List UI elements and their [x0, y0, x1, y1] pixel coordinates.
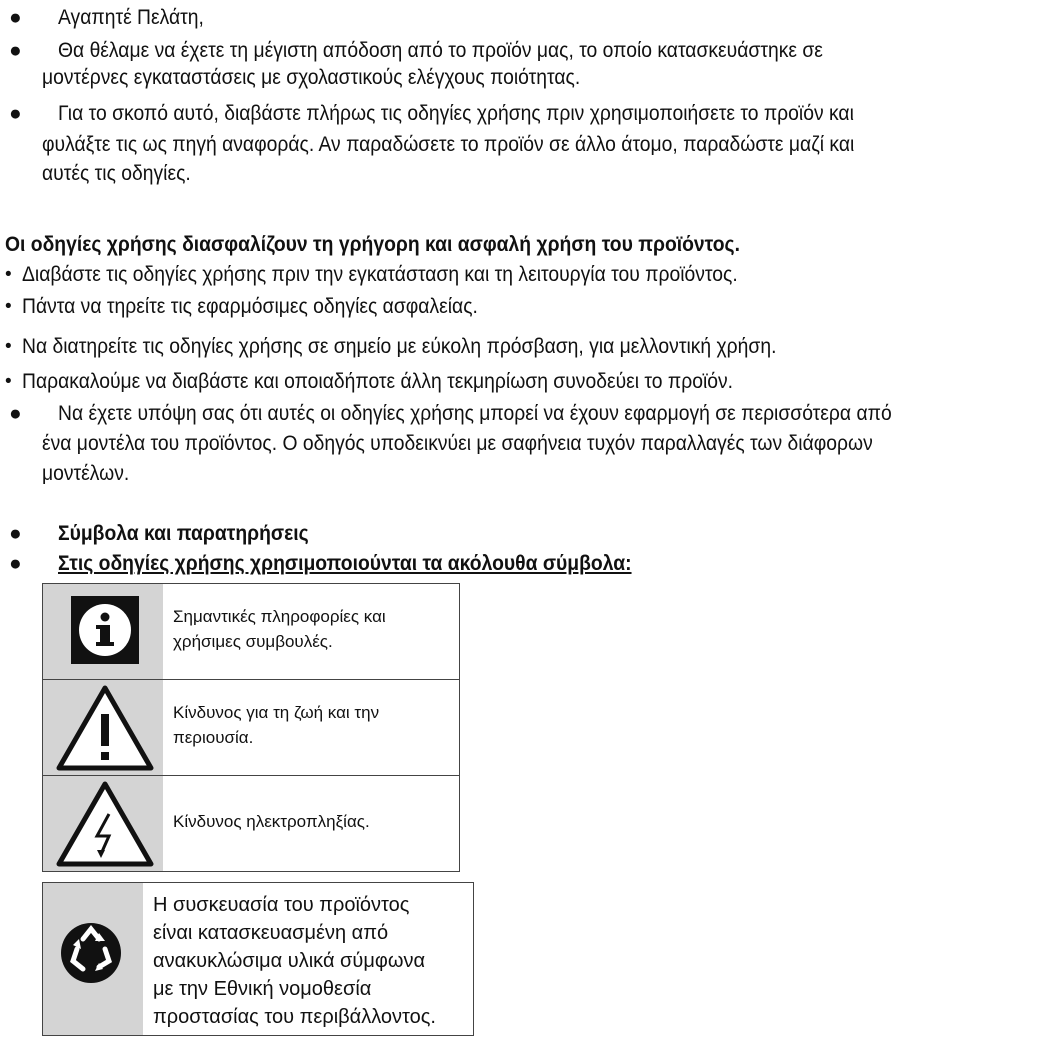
symbol-text-line: περιουσία.	[173, 728, 254, 747]
symbol-text-line: Κίνδυνος ηλεκτροπληξίας.	[173, 812, 370, 831]
symbols-title: Σύμβολα και παρατηρήσεις	[58, 522, 309, 545]
symbol-row-info	[43, 584, 459, 680]
intro-paragraph-2-line-2: φυλάξτε τις ως πηγή αναφοράς. Αν παραδώσετε το προϊόν σε άλλο άτομο, παραδώστε μαζί και	[42, 133, 855, 156]
symbols-table	[42, 583, 460, 872]
bullet: •	[5, 371, 12, 392]
symbol-description	[173, 700, 443, 750]
section-heading: Οι οδηγίες χρήσης διασφαλίζουν τη γρήγορη και ασφαλή χρήση του προϊόντος.	[5, 233, 740, 256]
recycle-text-line: είναι κατασκευασμένη από	[153, 922, 389, 944]
symbol-text-line: Σημαντικές πληροφορίες και	[173, 607, 386, 626]
recycle-text-line: Η συσκευασία του προϊόντος	[153, 894, 410, 916]
bullet: •	[5, 264, 12, 285]
bullet: ●	[9, 102, 22, 125]
warning-icon	[43, 680, 163, 775]
intro-paragraph-1-line-2: μοντέρνες εγκαταστάσεις με σχολαστικούς ελέγχους ποιότητας.	[42, 66, 581, 89]
intro-paragraph-2-line-3: αυτές τις οδηγίες.	[42, 162, 191, 185]
intro-paragraph-1-line-1: Θα θέλαμε να έχετε τη μέγιστη απόδοση από το προϊόν μας, το οποίο κατασκευάστηκε σε	[58, 39, 823, 62]
list-item: Πάντα να τηρείτε τις εφαρμόσιμες οδηγίες ασφαλείας.	[22, 295, 478, 318]
bullet: •	[5, 336, 12, 357]
greeting: Αγαπητέ Πελάτη,	[58, 6, 204, 29]
symbol-row-warning	[43, 680, 459, 776]
bullet: ●	[9, 522, 22, 545]
electric-shock-icon	[43, 776, 163, 871]
recycle-text-line: προστασίας του περιβάλλοντος.	[153, 1006, 436, 1028]
symbol-text-line: χρήσιμες συμβουλές.	[173, 632, 333, 651]
symbol-row-electric	[43, 776, 459, 871]
note-line-1: Να έχετε υπόψη σας ότι αυτές οι οδηγίες χρήσης μπορεί να έχουν εφαρμογή σε περισσότερα από	[58, 402, 892, 425]
bullet: ●	[9, 402, 22, 425]
list-item: Διαβάστε τις οδηγίες χρήσης πριν την εγκατάσταση και τη λειτουργία του προϊόντος.	[22, 263, 738, 286]
bullet: ●	[9, 39, 22, 62]
note-line-3: μοντέλων.	[42, 462, 130, 485]
bullet: •	[5, 296, 12, 317]
symbol-description	[173, 809, 443, 834]
recycle-box	[42, 882, 474, 1036]
symbol-text-line: Κίνδυνος για τη ζωή και την	[173, 703, 380, 722]
recycle-text-line: ανακυκλώσιμα υλικά σύμφωνα	[153, 950, 426, 972]
symbol-description	[173, 604, 443, 654]
bullet: ●	[9, 6, 22, 29]
note-line-2: ένα μοντέλα του προϊόντος. Ο οδηγός υποδεικνύει με σαφήνεια τυχόν παραλλαγές των διάφορων	[42, 432, 873, 455]
list-item: Να διατηρείτε τις οδηγίες χρήσης σε σημείο με εύκολη πρόσβαση, για μελλοντική χρήση.	[22, 335, 777, 358]
intro-paragraph-2-line-1: Για το σκοπό αυτό, διαβάστε πλήρως τις οδηγίες χρήσης πριν χρησιμοποιήσετε το προϊόν και	[58, 102, 854, 125]
recycle-icon	[43, 883, 143, 1035]
symbols-subtitle: Στις οδηγίες χρήσης χρησιμοποιούνται τα ακόλουθα σύμβολα:	[58, 552, 632, 575]
bullet: ●	[9, 552, 22, 575]
recycle-description	[153, 891, 473, 1031]
info-icon	[43, 584, 163, 679]
recycle-text-line: με την Εθνική νομοθεσία	[153, 978, 372, 1000]
list-item: Παρακαλούμε να διαβάστε και οποιαδήποτε άλλη τεκμηρίωση συνοδεύει το προϊόν.	[22, 370, 734, 393]
